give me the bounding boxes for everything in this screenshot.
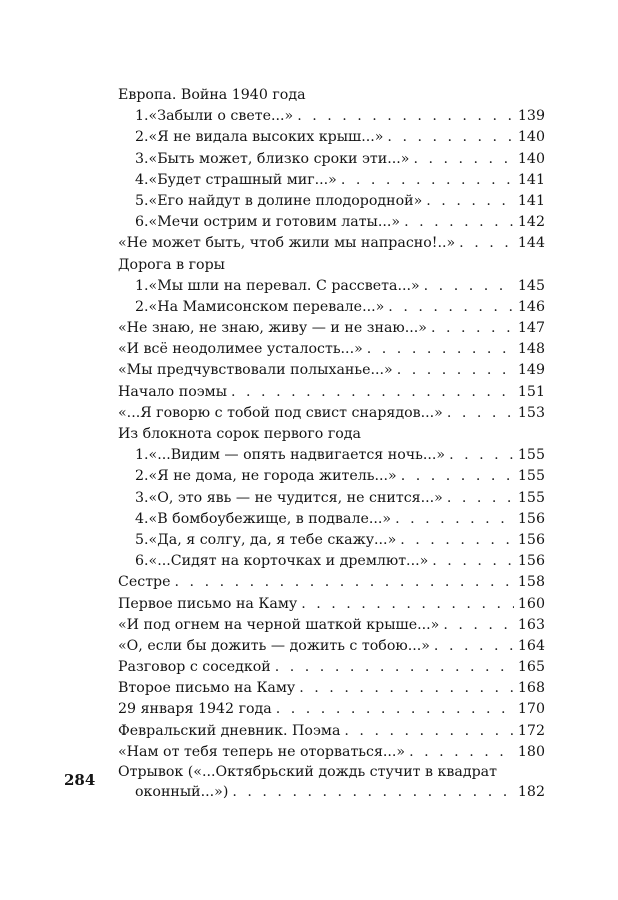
toc-entry-number: 1. (135, 277, 149, 294)
leader-dots (443, 615, 514, 636)
toc-entry (118, 636, 545, 657)
toc-entry-page: 158 (517, 574, 545, 591)
toc-entry-number: 5. (135, 192, 149, 209)
toc-entry (118, 170, 545, 191)
toc-entry-page: 155 (517, 489, 545, 506)
toc-entry-page: 149 (517, 362, 545, 379)
toc-entry-page: 145 (517, 277, 545, 294)
toc-entry-page: 163 (517, 616, 545, 633)
toc-entry-page: 140 (517, 150, 545, 167)
leader-dots (459, 233, 514, 254)
toc-entry-page: 168 (517, 680, 545, 697)
toc-entry (118, 742, 545, 763)
toc-entry-title: Первое письмо на Каму (118, 595, 298, 612)
toc-entry-title: «На Мамисонском перевале...» (148, 298, 385, 315)
toc-entry-page: 160 (517, 595, 545, 612)
toc-entry-title: «...Видим — опять надвигается ночь...» (148, 447, 446, 464)
toc-entry (118, 466, 545, 487)
toc-entry-page: 139 (517, 108, 545, 125)
toc-entry-title: «Я не дома, не города житель...» (148, 468, 397, 485)
toc-entry-number: 6. (135, 553, 149, 570)
toc-entry-page: 156 (517, 553, 545, 570)
toc-entry-title: Сестре (118, 574, 171, 591)
leader-dots (413, 149, 513, 170)
toc-entry-title: Европа. Война 1940 года (118, 87, 306, 103)
leader-dots (232, 783, 514, 803)
toc-entry-number: 3. (135, 150, 149, 167)
toc-entry-number: 2. (135, 298, 149, 315)
leader-dots (400, 530, 514, 551)
leader-dots (341, 170, 514, 191)
toc-entry-title: Разговор с соседкой (118, 659, 271, 676)
toc-entry-title-line1: Отрывок («...Октябрьский дождь стучит в квадрат (118, 764, 497, 780)
toc-entry-page: 153 (517, 404, 545, 421)
leader-dots (432, 551, 514, 572)
toc-entry-page: 155 (517, 468, 545, 485)
toc-entry-number: 4. (135, 171, 149, 188)
toc-entry (118, 297, 545, 318)
toc-entry-page: 142 (517, 214, 545, 231)
toc-entry-title: Второе письмо на Каму (118, 680, 296, 697)
toc-section-heading (118, 255, 545, 276)
toc-entry (118, 212, 545, 233)
toc-entry-page: 144 (517, 235, 545, 252)
toc-entry-page: 182 (517, 783, 545, 800)
toc-entry-number: 2. (135, 468, 149, 485)
toc-entry-title: 29 января 1942 года (118, 701, 272, 718)
toc-entry-number: 1. (135, 447, 149, 464)
toc-entry (118, 657, 545, 678)
toc-entry (118, 106, 545, 127)
toc-entry (118, 318, 545, 339)
toc-entries (118, 85, 545, 763)
toc-entry-title: «В бомбоубежище, в подвале...» (148, 510, 392, 527)
leader-dots (297, 106, 514, 127)
leader-dots (434, 636, 514, 657)
toc-entry-title: «Его найдут в долине плодородной» (148, 192, 423, 209)
toc-entry-title: «О, если бы дожить — дожить с тобою...» (118, 637, 430, 654)
leader-dots (175, 572, 514, 593)
leader-dots (275, 657, 514, 678)
toc-entry (118, 551, 545, 572)
toc-entry-page: 170 (517, 701, 545, 718)
toc-entry (118, 594, 545, 615)
leader-dots (388, 297, 514, 318)
toc-entry-number: 2. (135, 129, 149, 146)
toc-entry (118, 572, 545, 593)
toc-entry-title: «И всё неодолимее усталость...» (118, 341, 363, 358)
toc-entry (118, 403, 545, 424)
toc-entry-wrapped-continuation (118, 783, 545, 803)
toc-entry-page: 165 (517, 659, 545, 676)
toc-entry-title: Дорога в горы (118, 256, 225, 273)
toc-entry-page: 172 (517, 722, 545, 739)
toc-entry (118, 233, 545, 254)
leader-dots (409, 742, 514, 763)
toc-entry (118, 488, 545, 509)
toc-entry (118, 445, 545, 466)
toc-entry (118, 615, 545, 636)
toc-entry-number: 5. (135, 531, 149, 548)
leader-dots (426, 191, 514, 212)
toc-entry-title: Из блокнота сорок первого года (118, 426, 362, 442)
leader-dots (401, 466, 514, 487)
toc-entry-page: 151 (517, 383, 545, 400)
toc-section-heading (118, 424, 545, 445)
toc-entry-title: «Мечи острим и готовим латы...» (148, 214, 401, 231)
toc-entry (118, 149, 545, 170)
toc-entry (118, 382, 545, 403)
leader-dots (387, 127, 513, 148)
leader-dots (397, 360, 514, 381)
leader-dots (447, 488, 514, 509)
toc-entry-title: «О, это явь — не чудится, не снится...» (148, 489, 443, 506)
leader-dots (424, 276, 514, 297)
page-number: 284 (64, 771, 96, 789)
toc-entry-page: 164 (517, 637, 545, 654)
toc-entry-page: 156 (517, 531, 545, 548)
leader-dots (404, 212, 514, 233)
toc-entry-title: «Мы предчувствовали полыханье...» (118, 362, 393, 379)
toc-entry (118, 191, 545, 212)
table-of-contents (118, 85, 545, 803)
toc-entry (118, 509, 545, 530)
toc-entry-page: 148 (517, 341, 545, 358)
leader-dots (301, 594, 514, 615)
leader-dots (431, 318, 514, 339)
toc-entry-title: «Будет страшный миг...» (148, 171, 337, 188)
toc-entry-title: Начало поэмы (118, 383, 228, 400)
toc-entry-number: 4. (135, 510, 149, 527)
toc-entry-page: 156 (517, 510, 545, 527)
toc-entry (118, 678, 545, 699)
toc-entry-page: 147 (517, 320, 545, 337)
leader-dots (276, 699, 514, 720)
toc-entry-title: «Мы шли на перевал. С рассвета...» (148, 277, 420, 294)
toc-entry (118, 276, 545, 297)
toc-entry-title: «И под огнем на черной шаткой крыше...» (118, 616, 440, 633)
leader-dots (447, 403, 514, 424)
leader-dots (344, 721, 514, 742)
toc-entry (118, 339, 545, 360)
toc-entry-page: 141 (517, 171, 545, 188)
toc-entry-page: 140 (517, 129, 545, 146)
toc-entry (118, 360, 545, 381)
toc-entry-title: «Нам от тебя теперь не оторваться...» (118, 743, 406, 760)
leader-dots (231, 382, 514, 403)
toc-entry-title: «Забыли о свете...» (148, 108, 294, 125)
toc-entry-title: Февральский дневник. Поэма (118, 722, 341, 739)
toc-entry-title: «Я не видала высоких крыш...» (148, 129, 384, 146)
toc-entry-title: «Не может быть, чтоб жили мы напрасно!..» (118, 235, 456, 252)
toc-entry (118, 721, 545, 742)
toc-entry-page: 141 (517, 192, 545, 209)
toc-entry (118, 530, 545, 551)
toc-entry (118, 699, 545, 720)
leader-dots (449, 445, 514, 466)
toc-entry-page: 180 (517, 743, 545, 760)
leader-dots (395, 509, 514, 530)
toc-entry-page: 155 (517, 447, 545, 464)
toc-entry-title: «...Я говорю с тобой под свист снарядов...» (118, 404, 443, 421)
toc-entry-title-line2: оконный...») (135, 783, 229, 800)
leader-dots (367, 339, 514, 360)
toc-entry-title: «Быть может, близко сроки эти...» (148, 150, 410, 167)
toc-entry-wrapped (118, 763, 545, 783)
toc-entry (118, 127, 545, 148)
toc-section-heading (118, 85, 545, 106)
toc-entry-title: «Да, я солгу, да, я тебе скажу...» (148, 531, 397, 548)
toc-entry-number: 6. (135, 214, 149, 231)
toc-entry-page: 146 (517, 298, 545, 315)
toc-entry-title: «...Сидят на корточках и дремлют...» (148, 553, 429, 570)
toc-entry-title: «Не знаю, не знаю, живу — и не знаю...» (118, 320, 427, 337)
toc-entry-number: 3. (135, 489, 149, 506)
leader-dots (299, 678, 514, 699)
toc-entry-number: 1. (135, 108, 149, 125)
